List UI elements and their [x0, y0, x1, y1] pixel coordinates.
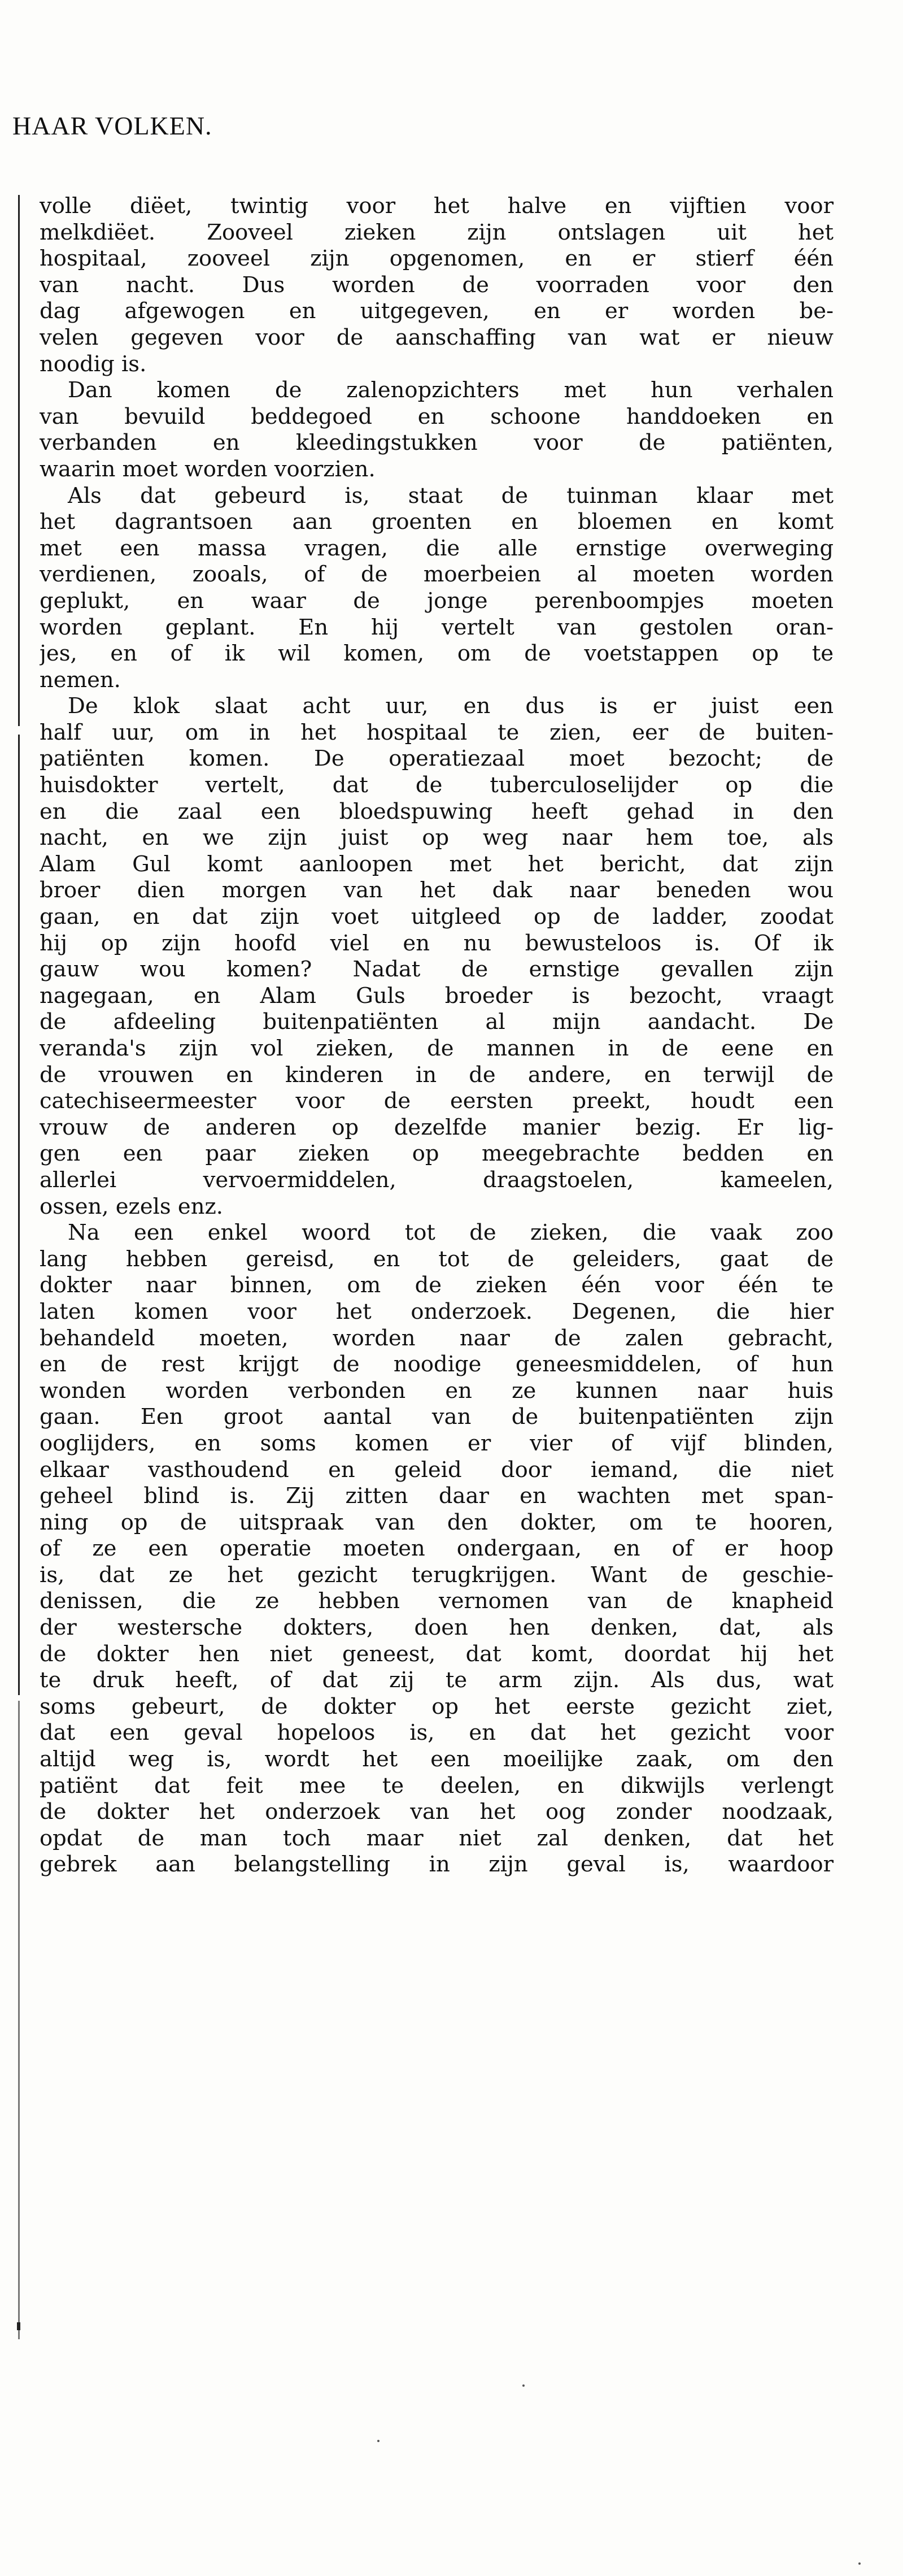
text-line: dag afgewogen en uitgegeven, en er worden be-: [40, 298, 834, 324]
text-line: soms gebeurt, de dokter op het eerste gezicht ziet,: [40, 1693, 834, 1719]
text-line: verbanden en kleedingstukken voor de patiënten,: [40, 430, 834, 456]
margin-rule-bottom: [18, 1701, 20, 2339]
text-line: wonden worden verbonden en ze kunnen naar huis: [40, 1378, 834, 1404]
text-line: dat een geval hopeloos is, en dat het gezicht voor: [40, 1720, 834, 1746]
paragraph: [40, 193, 834, 377]
text-line: te druk heeft, of dat zij te arm zijn. Als dus, wat: [40, 1667, 834, 1693]
text-line: De klok slaat acht uur, en dus is er juist een: [68, 693, 834, 719]
text-line: de dokter het onderzoek van het oog zonder noodzaak,: [40, 1799, 834, 1825]
text-line: broer dien morgen van het dak naar beneden wou: [40, 878, 834, 903]
body-text: [40, 193, 834, 1878]
text-line: vrouw de anderen op dezelfde manier bezig. Er lig-: [40, 1114, 834, 1140]
text-line: gaan. Een groot aantal van de buitenpatiënten zijn: [40, 1404, 834, 1430]
text-line: nemen.: [40, 667, 121, 693]
text-line: waarin moet worden voorzien.: [40, 456, 376, 482]
text-line: behandeld moeten, worden naar de zalen gebracht,: [40, 1325, 834, 1351]
page-speck: [522, 2384, 525, 2387]
text-line: dokter naar binnen, om de zieken één voor één te: [40, 1272, 834, 1298]
paragraph: [40, 483, 834, 694]
text-line: elkaar vasthoudend en geleid door iemand, die niet: [40, 1457, 834, 1483]
text-line: en die zaal een bloedspuwing heeft gehad in den: [40, 798, 834, 824]
text-line: hospitaal, zooveel zijn opgenomen, en er stierf één: [40, 246, 834, 272]
text-line: Na een enkel woord tot de zieken, die vaak zoo: [68, 1220, 834, 1246]
text-line: de vrouwen en kinderen in de andere, en terwijl de: [40, 1062, 834, 1088]
text-line: patiënt dat feit mee te deelen, en dikwijls verlengt: [40, 1773, 834, 1799]
text-line: nagegaan, en Alam Guls broeder is bezocht, vraagt: [40, 983, 834, 1009]
text-line: volle diëet, twintig voor het halve en vijftien voor: [40, 193, 834, 219]
text-line: melkdiëet. Zooveel zieken zijn ontslagen uit het: [40, 219, 834, 245]
paragraph: [40, 1220, 834, 1878]
paragraph: [40, 693, 834, 1220]
text-line: catechiseermeester voor de eersten preekt, houdt een: [40, 1088, 834, 1114]
text-line: patiënten komen. De operatiezaal moet bezocht; de: [40, 746, 834, 772]
text-line: allerlei vervoermiddelen, draagstoelen, kameelen,: [40, 1167, 834, 1193]
text-line: Als dat gebeurd is, staat de tuinman klaar met: [68, 483, 834, 509]
text-line: ossen, ezels enz.: [40, 1193, 224, 1219]
text-line: jes, en of ik wil komen, om de voetstappen op te: [40, 641, 834, 667]
text-line: veranda's zijn vol zieken, de mannen in de eene en: [40, 1036, 834, 1061]
page-speck: [858, 2562, 861, 2565]
text-line: huisdokter vertelt, dat de tuberculoselijder op die: [40, 772, 834, 798]
margin-rule-middle: [18, 735, 20, 1695]
text-line: ning op de uitspraak van den dokter, om te hooren,: [40, 1509, 834, 1535]
text-line: gaan, en dat zijn voet uitgleed op de ladder, zoodat: [40, 904, 834, 930]
text-line: de afdeeling buitenpatiënten al mijn aandacht. De: [40, 1009, 834, 1035]
text-line: geheel blind is. Zij zitten daar en wachten met span-: [40, 1483, 834, 1509]
text-line: gauw wou komen? Nadat de ernstige gevallen zijn: [40, 957, 834, 983]
text-line: gen een paar zieken op meegebrachte bedden en: [40, 1141, 834, 1167]
text-line: het dagrantsoen aan groenten en bloemen en komt: [40, 509, 834, 535]
text-line: lang hebben gereisd, en tot de geleiders, gaat de: [40, 1246, 834, 1272]
page-speck: [377, 2440, 379, 2442]
text-line: worden geplant. En hij vertelt van gestolen oran-: [40, 614, 834, 640]
text-line: opdat de man toch maar niet zal denken, dat het: [40, 1825, 834, 1851]
text-line: of ze een operatie moeten ondergaan, en of er hoop: [40, 1536, 834, 1562]
text-line: altijd weg is, wordt het een moeilijke zaak, om den: [40, 1747, 834, 1773]
paragraph: [40, 377, 834, 483]
text-line: hij op zijn hoofd viel en nu bewusteloos is. Of ik: [40, 930, 834, 956]
text-line: met een massa vragen, die alle ernstige overweging: [40, 535, 834, 561]
text-line: denissen, die ze hebben vernomen van de knapheid: [40, 1588, 834, 1614]
text-line: verdienen, zooals, of de moerbeien al moeten worden: [40, 562, 834, 588]
text-line: geplukt, en waar de jonge perenboompjes moeten: [40, 588, 834, 614]
text-line: der westersche dokters, doen hen denken, dat, als: [40, 1615, 834, 1641]
text-line: van nacht. Dus worden de voorraden voor den: [40, 272, 834, 298]
text-line: laten komen voor het onderzoek. Degenen, die hier: [40, 1298, 834, 1324]
text-line: noodig is.: [40, 351, 147, 377]
text-line: en de rest krijgt de noodige geneesmiddelen, of hun: [40, 1352, 834, 1378]
text-line: van bevuild beddegoed en schoone handdoeken en: [40, 403, 834, 429]
text-line: is, dat ze het gezicht terugkrijgen. Want de geschie-: [40, 1562, 834, 1588]
margin-rule-top: [18, 195, 20, 726]
text-line: ooglijders, en soms komen er vier of vijf blinden,: [40, 1430, 834, 1456]
text-line: Dan komen de zalenopzichters met hun verhalen: [68, 377, 834, 403]
running-head: HAAR VOLKEN.: [12, 111, 212, 140]
text-line: de dokter hen niet geneest, dat komt, doordat hij het: [40, 1641, 834, 1667]
text-line: Alam Gul komt aanloopen met het bericht, dat zijn: [40, 851, 834, 877]
margin-tick: [17, 2322, 20, 2330]
text-line: half uur, om in het hospitaal te zien, eer de buiten-: [40, 719, 834, 745]
text-line: gebrek aan belangstelling in zijn geval is, waardoor: [40, 1852, 834, 1878]
text-line: velen gegeven voor de aanschaffing van wat er nieuw: [40, 324, 834, 350]
text-line: nacht, en we zijn juist op weg naar hem toe, als: [40, 825, 834, 851]
